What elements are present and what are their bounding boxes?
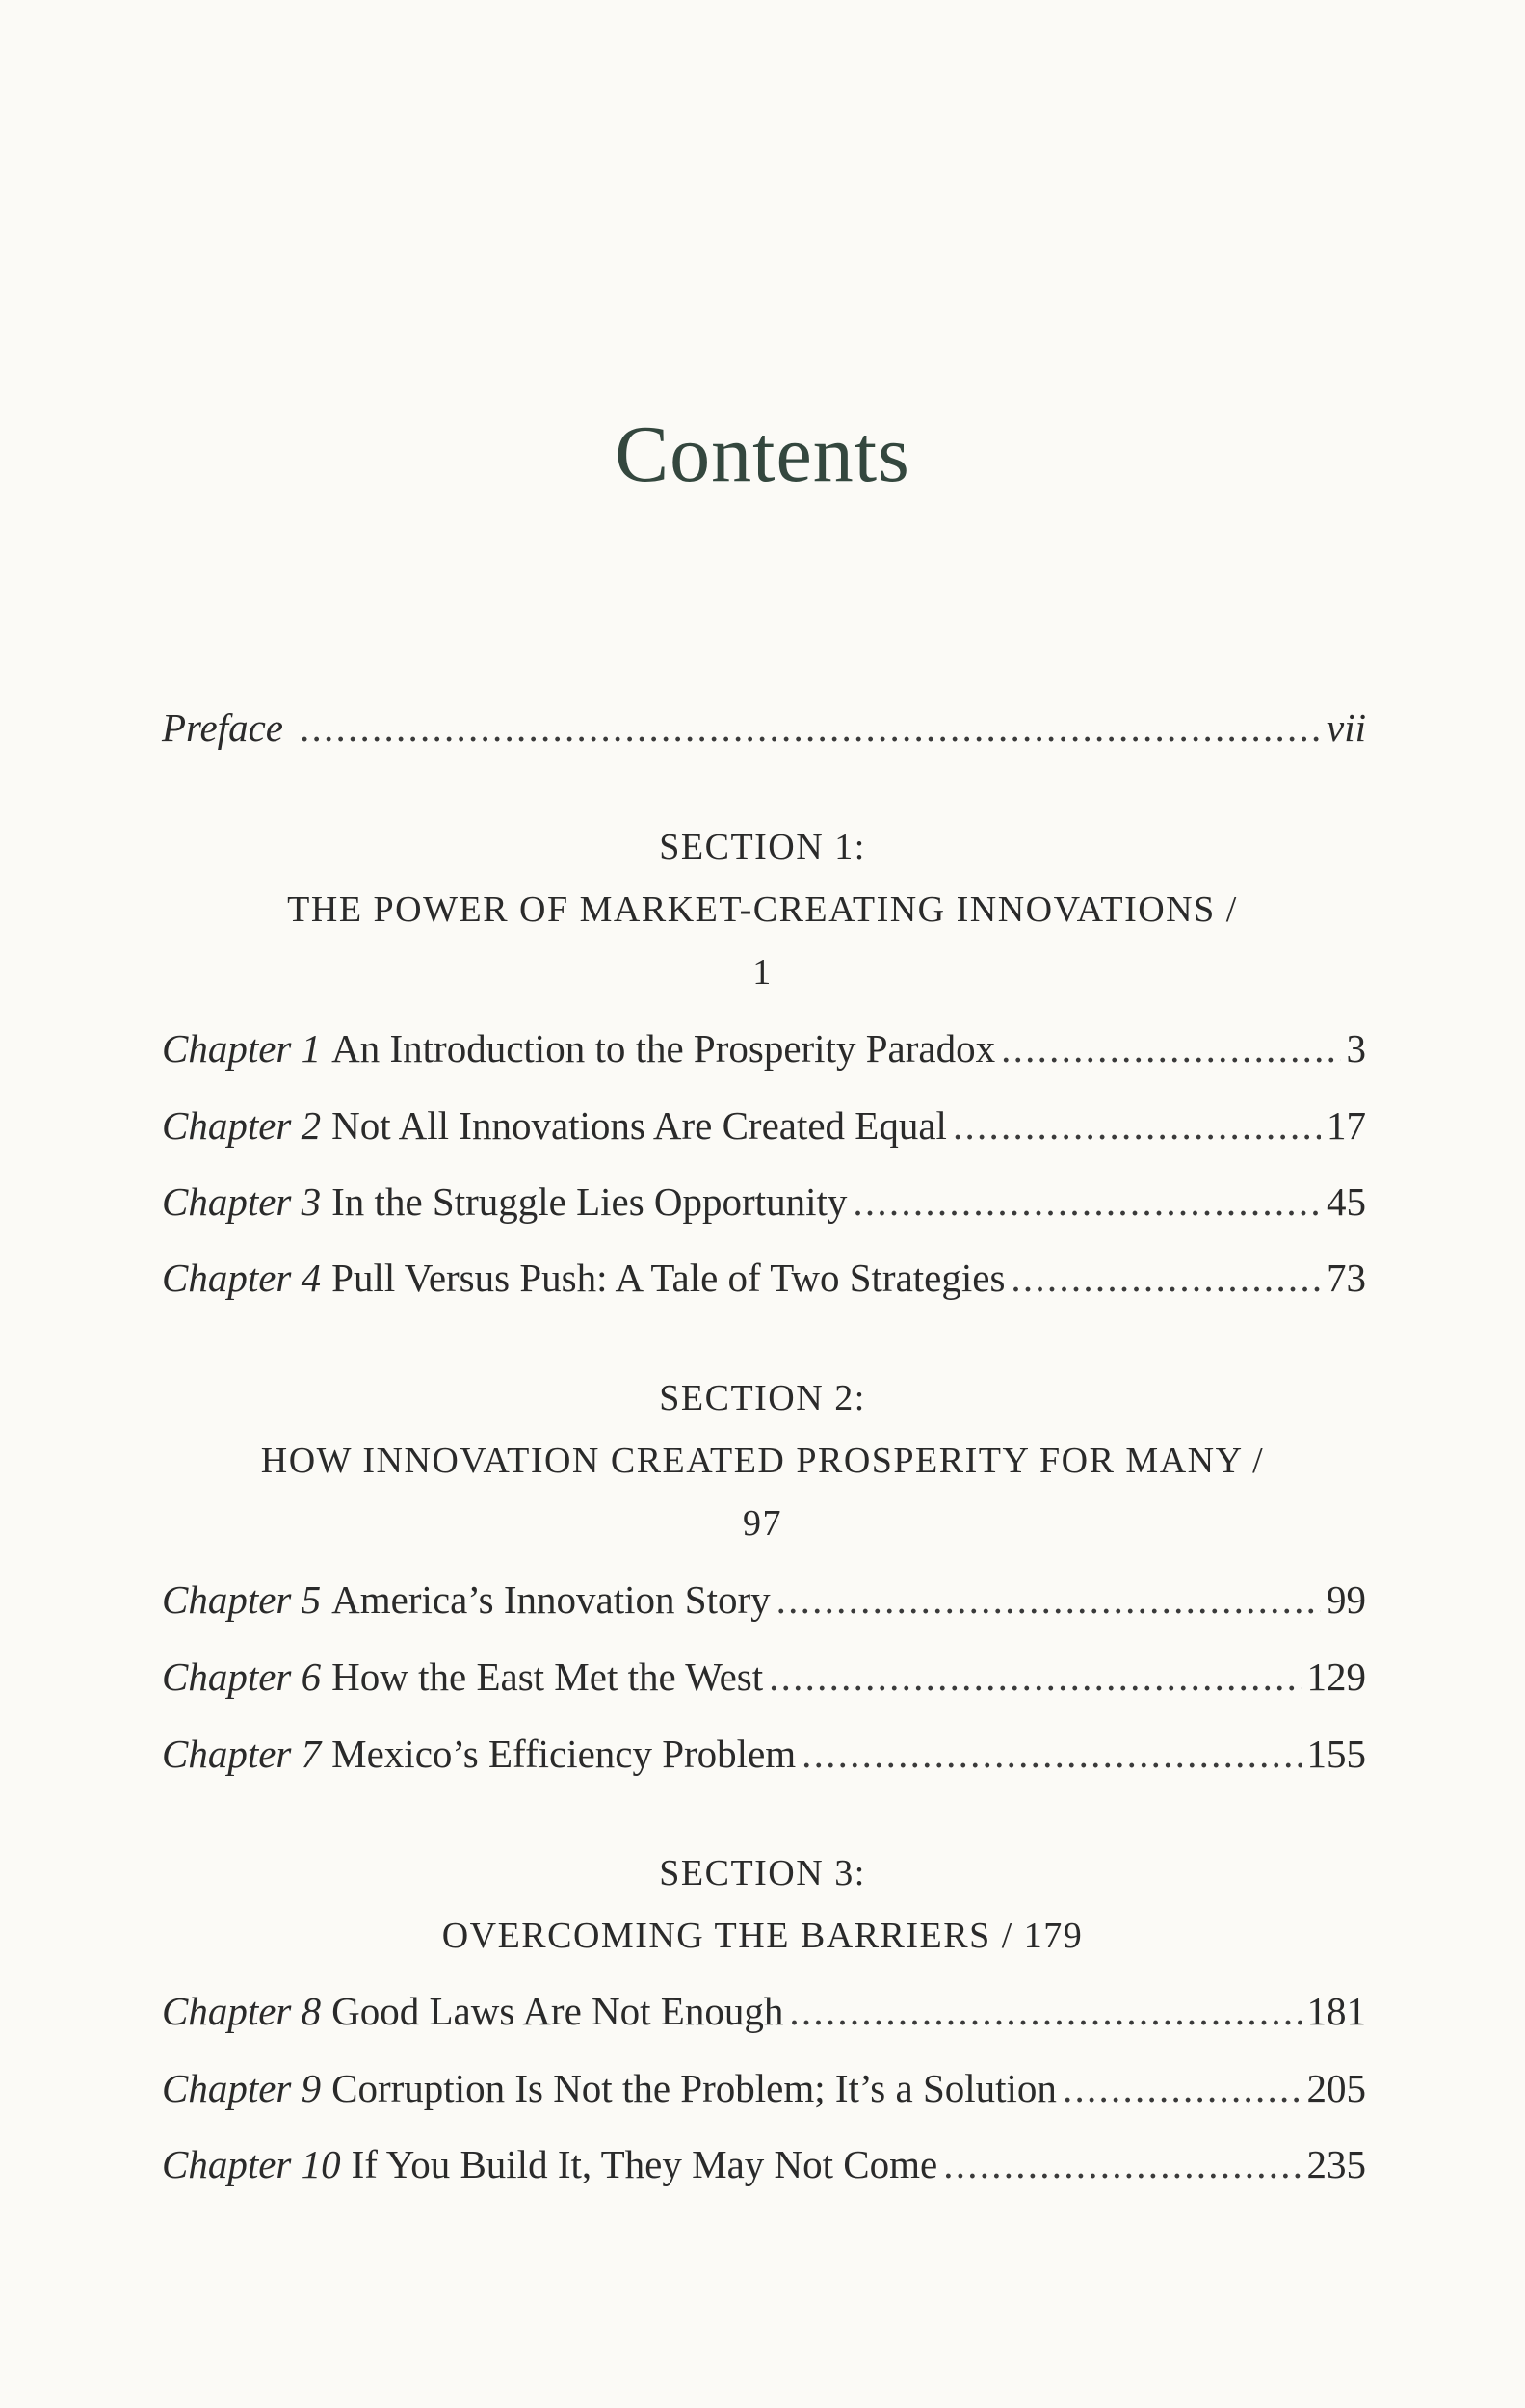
section-page: 1 [752, 952, 773, 992]
preface-label: Preface [162, 705, 283, 750]
page-number: 129 [1306, 1654, 1366, 1699]
chapter-title: America’s Innovation Story [331, 1577, 771, 1622]
dot-leader [1001, 1029, 1340, 1069]
chapter-title: Mexico’s Efficiency Problem [331, 1732, 797, 1776]
chapter-label: Chapter 8 [162, 1989, 322, 2033]
page-number: 99 [1327, 1577, 1366, 1622]
chapter-label: Chapter 6 [162, 1654, 322, 1699]
chapter-title: Pull Versus Push: A Tale of Two Strategies [331, 1256, 1006, 1300]
chapter-title: Not All Innovations Are Created Equal [331, 1103, 947, 1148]
chapter-label: Chapter 5 [162, 1577, 322, 1622]
toc-entry-chapter-6[interactable] [162, 1654, 1366, 1699]
toc-entry-preface[interactable] [162, 705, 1366, 750]
chapter-title: In the Struggle Lies Opportunity [331, 1179, 848, 1224]
page-number: 235 [1306, 2142, 1366, 2186]
page-number: vii [1327, 705, 1366, 750]
toc-entry-chapter-5[interactable] [162, 1577, 1366, 1622]
toc-entry-chapter-9[interactable] [162, 2066, 1366, 2110]
dot-leader [1011, 1258, 1321, 1298]
page-number: 45 [1327, 1179, 1366, 1224]
chapter-title: An Introduction to the Prosperity Paradox [331, 1026, 996, 1071]
chapter-label: Chapter 7 [162, 1732, 322, 1776]
toc-entry-chapter-7[interactable] [162, 1734, 1366, 1774]
toc-entry-chapter-4[interactable] [162, 1258, 1366, 1298]
page-number: 17 [1327, 1103, 1366, 1148]
dot-leader [789, 1992, 1301, 2031]
section-heading: SECTION 1: [659, 827, 866, 867]
chapter-title: Good Laws Are Not Enough [331, 1989, 784, 2033]
section-title: OVERCOMING THE BARRIERS / 179 [441, 1916, 1084, 1956]
chapter-label: Chapter 10 [162, 2142, 341, 2186]
dot-leader [853, 1182, 1321, 1222]
dot-leader [1063, 2069, 1302, 2108]
toc-entry-chapter-8[interactable] [162, 1989, 1366, 2033]
chapter-title: Corruption Is Not the Problem; It’s a Solution [331, 2066, 1057, 2110]
section-title: THE POWER OF MARKET-CREATING INNOVATIONS / [287, 889, 1238, 930]
dot-leader [802, 1734, 1301, 1774]
chapter-title: If You Build It, They May Not Come [351, 2142, 938, 2186]
dot-leader [769, 1657, 1301, 1697]
dot-leader [943, 2145, 1301, 2184]
page-number: 73 [1327, 1256, 1366, 1300]
section-title: HOW INNOVATION CREATED PROSPERITY FOR MANY / [260, 1441, 1265, 1481]
section-page: 97 [743, 1503, 782, 1544]
toc-entry-chapter-1[interactable] [162, 1026, 1366, 1071]
dot-leader [300, 708, 1321, 748]
section-heading: SECTION 2: [659, 1378, 866, 1418]
page-number: 155 [1306, 1732, 1366, 1776]
page-number: 181 [1306, 1989, 1366, 2033]
page-number: 3 [1346, 1026, 1366, 1071]
chapter-label: Chapter 1 [162, 1026, 322, 1071]
section-heading: SECTION 3: [659, 1853, 866, 1893]
dot-leader [776, 1580, 1321, 1620]
toc-entry-chapter-10[interactable] [162, 2142, 1366, 2186]
chapter-label: Chapter 3 [162, 1179, 322, 1224]
chapter-label: Chapter 2 [162, 1103, 322, 1148]
toc-entry-chapter-2[interactable] [162, 1103, 1366, 1148]
chapter-label: Chapter 9 [162, 2066, 322, 2110]
dot-leader [953, 1106, 1321, 1146]
page-number: 205 [1306, 2066, 1366, 2110]
chapter-title: How the East Met the West [331, 1654, 764, 1699]
page-title: Contents [615, 410, 910, 499]
toc-entry-chapter-3[interactable] [162, 1179, 1366, 1224]
chapter-label: Chapter 4 [162, 1256, 322, 1300]
